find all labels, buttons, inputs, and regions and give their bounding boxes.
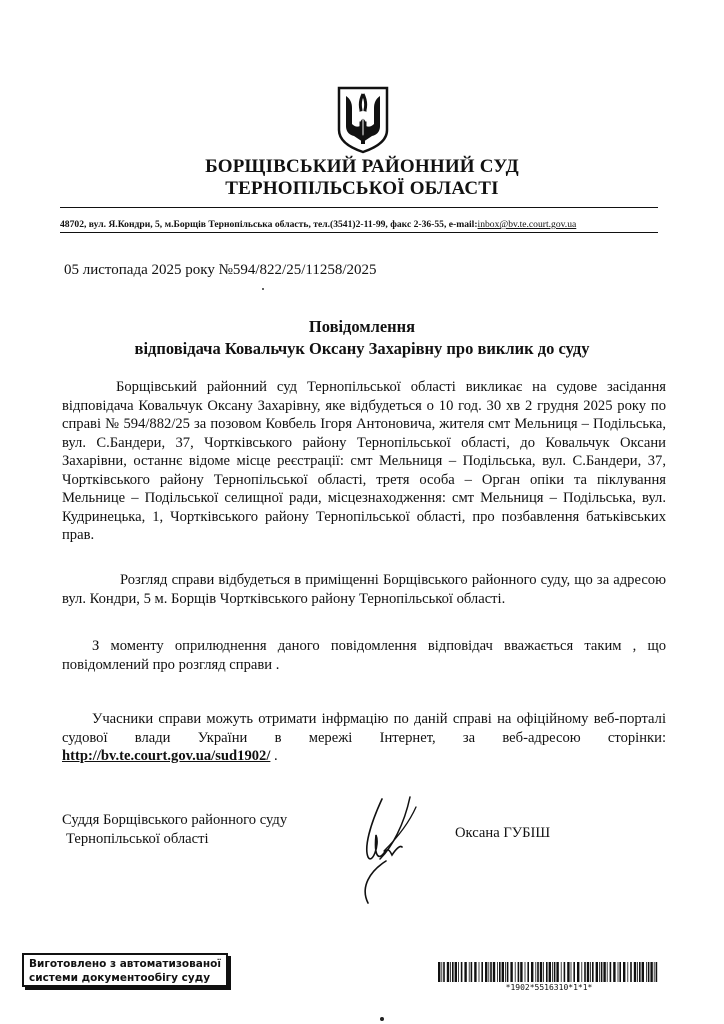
court-name: БОРЩІВСЬКИЙ РАЙОННИЙ СУД: [205, 156, 519, 177]
judge-title-line: Суддя Борщівського районного суду: [62, 812, 288, 828]
judge-title: [62, 811, 287, 849]
barcode-bar: [603, 962, 605, 982]
barcode-bar: [613, 962, 615, 982]
handwritten-signature: [340, 795, 430, 905]
barcode-bar: [515, 962, 516, 982]
notice-heading: Повідомлення: [308, 317, 416, 336]
barcode-bar: [479, 962, 480, 982]
barcode-bar: [630, 962, 632, 982]
barcode-bar: [502, 962, 504, 982]
barcode-bar: [441, 962, 442, 982]
barcode-bar: [634, 962, 636, 982]
barcode-bar: [481, 962, 483, 982]
barcode-bar: [485, 962, 487, 982]
barcode-bar: [639, 962, 641, 982]
barcode-bar: [535, 962, 536, 982]
barcode-bar: [455, 962, 457, 982]
barcode-bar: [520, 962, 522, 982]
barcode-bar: [592, 962, 594, 982]
barcode-bar: [573, 962, 575, 982]
barcode-bar: [461, 962, 463, 982]
barcode-bar: [510, 962, 512, 982]
barcode-bar: [505, 962, 506, 982]
scan-speck: [380, 1017, 384, 1021]
barcode-bar: [619, 962, 621, 982]
date-reference: 05 листопада 2025 року №594/822/25/11258/2025: [64, 262, 377, 278]
body-paragraph-location: [62, 571, 666, 608]
barcode-bar: [552, 962, 553, 982]
barcode: [438, 962, 660, 982]
barcode-bar: [518, 962, 520, 982]
barcode-bar: [637, 962, 638, 982]
barcode-bar: [577, 962, 579, 982]
barcode-bar: [650, 962, 652, 982]
barcode-bar: [458, 962, 459, 982]
barcode-bar: [610, 962, 612, 982]
barcode-bar: [525, 962, 526, 982]
barcode-bar: [527, 962, 529, 982]
barcode-bar: [642, 962, 644, 982]
barcode-bar: [618, 962, 619, 982]
barcode-bar: [567, 962, 569, 982]
paragraph-text: Розгляд справи відбудеться в приміщенні Борщівського районного суду, що за адресою вул. Кондри, 5 м. Борщів Чортківського району Тернопільської області.: [62, 572, 666, 607]
barcode-bar: [438, 962, 440, 982]
barcode-bar: [507, 962, 509, 982]
barcode-bar: [596, 962, 598, 982]
barcode-bar: [543, 962, 544, 982]
paragraph-text: Борщівський районний суд Тернопільської області викликає на судове засідання відповідача Ковальчук Оксану Захарівну, яке відбудеться о 10 год. 30 хв 2 грудня 2025 року по справі № 594/882/25 за позовом Ковбель Ігоря Антоновича, жителя смт Мельниця – Подільська, вул. С.Бандери, 37, Чортківського району Тернопільської області, до Ковальчук Оксани Захарівни, останнє відоме місце реєстрації: смт Мельниця – Подільська, вул. С.Бандери, 37, Чортківського району Тернопільської області, третя особа – Орган опіки та піклування Мельнице – Подільської селищної ради, місцезнаходження: смт Мельниця – Подільська, вул. Кудринецька, 1, Чортківського району Тернопільської області, про позбавлення батьківських прав.: [62, 379, 666, 543]
body-paragraph-notice: [62, 637, 666, 674]
contact-email[interactable]: inbox@bv.te.court.gov.ua: [477, 219, 577, 230]
barcode-bar: [497, 962, 498, 982]
barcode-bar: [601, 962, 603, 982]
header-divider: [60, 207, 658, 208]
stamp-line: Виготовлено з автоматизованої: [29, 958, 221, 970]
barcode-bar: [549, 962, 551, 982]
judge-name: Оксана ГУБІШ: [455, 825, 551, 841]
notice-subheading: відповідача Ковальчук Оксану Захарівну про виклик до суду: [134, 339, 590, 358]
barcode-bar: [452, 962, 454, 982]
court-region: ТЕРНОПІЛЬСЬКОЇ ОБЛАСТІ: [225, 178, 499, 199]
barcode-bar: [607, 962, 608, 982]
coat-of-arms-icon: [336, 86, 390, 154]
paragraph-text: [62, 710, 666, 766]
barcode-bar: [531, 962, 533, 982]
judge-title-line: Тернопільської області: [66, 831, 209, 847]
body-paragraph-portal: [62, 710, 666, 766]
barcode-bar: [599, 962, 600, 982]
portal-end: .: [270, 748, 278, 764]
barcode-bar: [584, 962, 586, 982]
barcode-bar: [471, 962, 473, 982]
body-paragraph-summons: [62, 378, 666, 545]
barcode-bar: [493, 962, 495, 982]
barcode-bar: [447, 962, 449, 982]
contact-line: [60, 219, 680, 230]
barcode-number: *1902*5516310*1*1*: [505, 983, 593, 992]
barcode-bar: [646, 962, 647, 982]
barcode-bar: [581, 962, 582, 982]
barcode-bar: [587, 962, 589, 982]
barcode-bar: [564, 962, 566, 982]
automation-stamp: [22, 953, 228, 987]
barcode-bar: [464, 962, 466, 982]
barcode-bar: [561, 962, 562, 982]
header-divider-bottom: [60, 232, 658, 233]
barcode-bar: [540, 962, 542, 982]
barcode-bar: [623, 962, 625, 982]
portal-link[interactable]: http://bv.te.court.gov.ua/sud1902/: [62, 748, 271, 764]
barcode-bar: [499, 962, 501, 982]
barcode-bar: [556, 962, 558, 982]
barcode-bar: [488, 962, 489, 982]
contact-address: 48702, вул. Я.Кондри, 5, м.Борщів Тернопільська область, тел.(3541)2-11-99, факс 2-36-55, e-mail:: [60, 219, 478, 230]
paragraph-text: З моменту оприлюднення даного повідомлення відповідач вважається таким , що повідомлений про розгляд справи .: [62, 638, 666, 673]
barcode-bar: [648, 962, 650, 982]
barcode-bar: [654, 962, 655, 982]
barcode-bar: [490, 962, 492, 982]
portal-text: Учасники справи можуть отримати інфрмацію по даній справі на офіційному веб-порталі судової влади України в мережі Інтернет, за веб-адресою сторінки:: [62, 711, 666, 746]
barcode-bar: [474, 962, 476, 982]
barcode-bar: [537, 962, 539, 982]
barcode-bar: [627, 962, 628, 982]
barcode-bar: [443, 962, 445, 982]
barcode-bar: [554, 962, 556, 982]
barcode-bar: [469, 962, 470, 982]
barcode-bar: [450, 962, 451, 982]
barcode-bar: [571, 962, 572, 982]
stamp-line: системи документообігу суду: [29, 972, 211, 984]
barcode-bar: [590, 962, 591, 982]
scan-speck: [262, 288, 264, 290]
barcode-bar: [656, 962, 658, 982]
barcode-bar: [546, 962, 548, 982]
